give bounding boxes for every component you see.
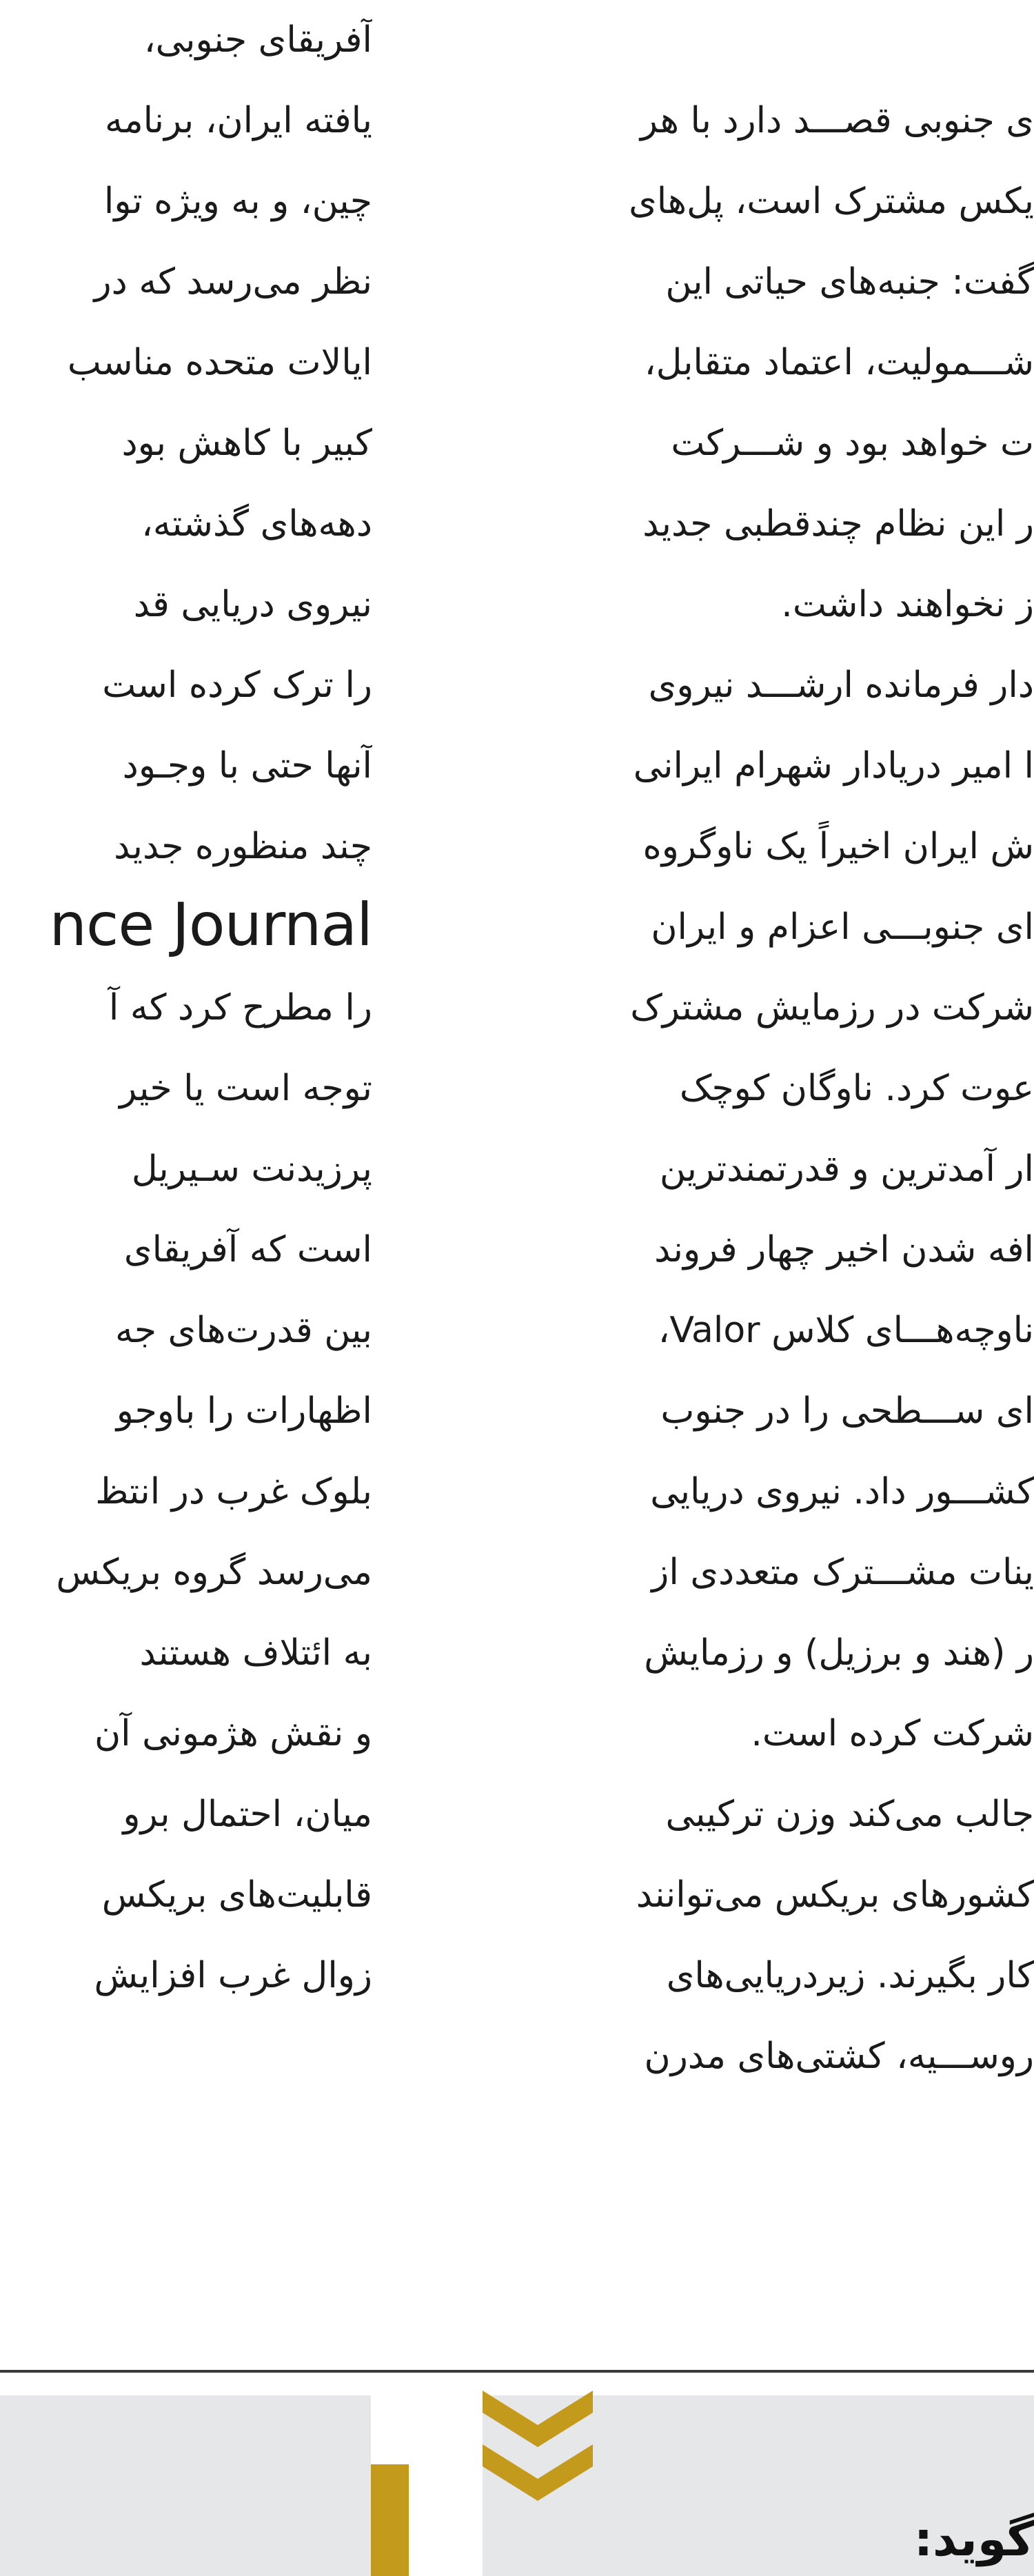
text-line: دهه‌های گذشته، xyxy=(141,503,372,545)
text-line: شـــمولیت، اعتماد متقابل، xyxy=(644,342,1034,383)
text-line: چند منظوره جدید xyxy=(114,826,372,867)
text-line: ر (هند و برزیل) و رزمایش xyxy=(644,1632,1034,1674)
sidebar-panel-left xyxy=(0,2395,371,2576)
chevron-upper xyxy=(483,2391,593,2447)
text-line: ز نخواهند داشت. xyxy=(781,584,1034,625)
text-line: جالب می‌کند وزن ترکیبی xyxy=(665,1794,1034,1835)
text-line: زوال غرب افزایش xyxy=(94,1955,372,1996)
text-line: نظر می‌رسد که در xyxy=(94,261,372,303)
text-line: قابلیت‌های بریکس xyxy=(101,1874,372,1916)
text-line: را مطرح کرد که آ xyxy=(108,987,372,1028)
text-line: کبیر با کاهش بود xyxy=(121,423,372,464)
text-line: بین قدرت‌های جه xyxy=(114,1310,372,1351)
double-chevron-down-icon xyxy=(483,2391,593,2508)
text-line: ینات مشـــترک متعددی از xyxy=(651,1552,1034,1593)
text-line: ش ایران اخیراً یک ناوگروه xyxy=(642,826,1034,867)
text-line: دار فرمانده ارشـــد نیروی xyxy=(648,665,1034,706)
text-line: میان، احتمال برو xyxy=(123,1794,372,1835)
text-line: می‌رسد گروه بریکس xyxy=(56,1552,372,1593)
text-line: ای جنوبـــی اعزام و ایران xyxy=(651,906,1034,948)
text-line: نیروی دریایی قد xyxy=(133,584,372,625)
text-line: ر این نظام چندقطبی جدید xyxy=(642,503,1034,545)
text-line: nce Journal xyxy=(49,891,372,960)
text-line: ت خواهد بود و شـــرکت xyxy=(671,423,1034,464)
text-line: کشورهای بریکس می‌توانند xyxy=(636,1874,1034,1916)
article-column-right xyxy=(427,0,1034,2097)
chevron-lower xyxy=(483,2444,593,2501)
text-line: و نقش هژمونی آن xyxy=(94,1713,372,1754)
text-line: شرکت کرده است. xyxy=(751,1713,1034,1754)
text-line: آنها حتی با وجـود xyxy=(122,745,372,787)
text-line: ای ســـطحی را در جنوب xyxy=(660,1390,1034,1432)
text-line: به ائتلاف هستند xyxy=(139,1632,372,1674)
text-line: گفت: جنبه‌های حیاتی این xyxy=(665,261,1034,303)
article-column-left xyxy=(0,0,372,2016)
text-line: توجه است یا خیر xyxy=(119,1068,372,1109)
text-line: ار آمدترین و قدرتمندترین xyxy=(659,1148,1034,1190)
gold-accent-bar xyxy=(371,2464,409,2576)
text-line: یکس مشترک است، پل‌های xyxy=(629,181,1034,222)
text-line xyxy=(427,0,1034,81)
text-line: افه شدن اخیر چهار فروند xyxy=(654,1229,1034,1270)
text-line: کار بگیرند. زیردریایی‌های xyxy=(666,1955,1034,1996)
text-line: ا امیر دریادار شهرام ایرانی xyxy=(633,745,1034,787)
text-line: است که آفریقای xyxy=(123,1229,372,1270)
text-line: روســـیه، کشتی‌های مدرن xyxy=(644,2036,1034,2077)
text-line: کشـــور داد. نیروی دریایی xyxy=(650,1471,1034,1512)
text-line: اظهارات را باوجو xyxy=(116,1390,372,1432)
quote-label: گوید: xyxy=(913,2513,1034,2567)
text-line: پرزیدنت سـیریل xyxy=(131,1148,372,1190)
text-line: ی جنوبی قصـــد دارد با هر xyxy=(640,100,1034,141)
text-line: را ترک کرده است xyxy=(102,665,372,706)
text-line: یافته ایران، برنامه xyxy=(104,100,372,141)
text-line: آفریقای جنوبی، xyxy=(143,19,372,61)
text-line: ایالات متحده مناسب xyxy=(67,342,372,383)
text-line: چین، و به ویژه توا xyxy=(103,181,372,222)
text-line: عوت کرد. ناوگان کوچک xyxy=(679,1068,1034,1109)
text-line: بلوک غرب در انتظ xyxy=(95,1471,372,1512)
text-line: شرکت در رزمایش مشترک xyxy=(630,987,1034,1028)
text-line: ناوچه‌هـــای کلاس Valor، xyxy=(658,1310,1034,1351)
